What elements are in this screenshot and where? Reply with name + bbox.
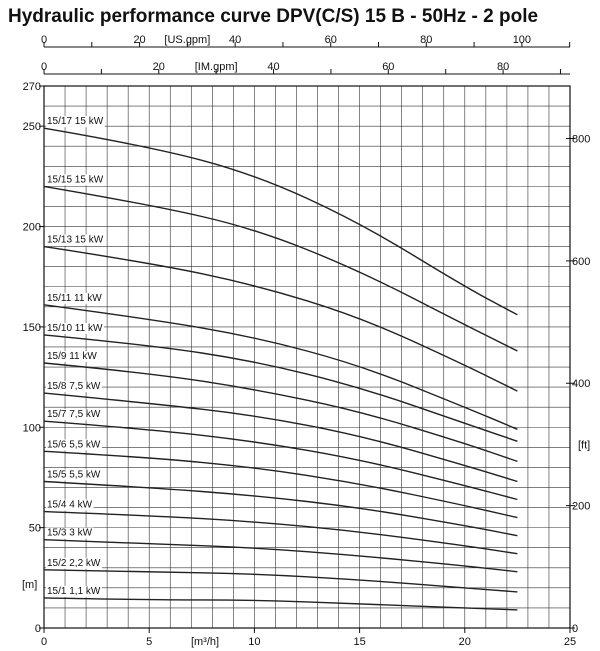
us-gpm-tick-label: 0 [40, 34, 48, 46]
series-label: 15/17 15 kW [47, 116, 104, 128]
series-label: 15/6 5,5 kW [47, 439, 101, 451]
series-label: 15/5 5,5 kW [47, 469, 101, 481]
im-gpm-tick-label: 40 [267, 61, 280, 73]
ft-tick-label: 600 [572, 255, 591, 268]
curve-15-10-11-kw [44, 335, 517, 441]
curve-15-3-3-kw [44, 540, 517, 572]
us-gpm-tick-label: 40 [229, 34, 242, 46]
x-axis-label: [m³/h] [190, 636, 220, 648]
series-label: 15/7 7,5 kW [47, 409, 101, 421]
y-tick-label: 250 [22, 121, 41, 134]
x-tick-label: 20 [458, 636, 471, 648]
im-gpm-tick-label: 0 [40, 61, 48, 73]
grid-lines [44, 86, 570, 628]
ft-tick-label: 400 [572, 378, 591, 391]
curve-15-15-15-kw [44, 186, 517, 351]
series-label: 15/3 3 kW [47, 527, 93, 539]
im-gpm-tick-label: 60 [382, 61, 395, 73]
chart-title: Hydraulic performance curve DPV(C/S) 15 B - 50Hz - 2 pole [8, 6, 539, 27]
im-gpm-tick-label: 80 [496, 61, 510, 73]
curve-15-2-2-2-kw [44, 570, 517, 592]
series-label: 15/15 15 kW [47, 174, 104, 186]
curve-15-13-15-kw [44, 247, 517, 392]
us-gpm-tick-label: 60 [324, 34, 337, 46]
curves [44, 116, 517, 610]
axis-ticks [39, 42, 575, 633]
x-tick-label: 10 [248, 636, 261, 648]
x-tick-label: 15 [353, 636, 366, 648]
ft-tick-label: 200 [572, 500, 591, 513]
us-gpm-tick-label: 20 [133, 34, 146, 46]
im-gpm-tick-label: 20 [152, 61, 165, 73]
series-label: 15/1 1,1 kW [47, 585, 101, 597]
y-top-label: 270 [22, 81, 41, 93]
series-label: 15/2 2,2 kW [47, 557, 101, 569]
y-tick-label: 200 [22, 221, 41, 234]
x-tick-label: 0 [40, 636, 48, 648]
us-gpm-tick-label: 80 [420, 34, 433, 46]
series-label: 15/8 7,5 kW [47, 381, 101, 393]
us-gpm-tick-label: 100 [512, 34, 532, 46]
series-label: 15/9 11 kW [47, 351, 97, 363]
us-gpm-axis-label: [US.gpm] [164, 34, 211, 46]
ft-tick-label: 800 [572, 133, 591, 146]
series-label: 15/11 11 kW [47, 292, 102, 304]
curve-15-4-4-kw [44, 512, 517, 554]
series-label: 15/13 15 kW [47, 234, 104, 246]
y-tick-label: 150 [22, 321, 41, 334]
series-label: 15/4 4 kW [47, 499, 93, 511]
im-gpm-axis-label: [IM.gpm] [194, 61, 238, 73]
plot-border [44, 86, 570, 628]
ft-tick-label: 0 [572, 623, 579, 635]
series-label: 15/10 11 kW [47, 322, 103, 334]
y-tick-label: 100 [22, 422, 41, 435]
y-axis-label: [m] [22, 578, 38, 591]
y-tick-label: 0 [34, 623, 41, 635]
ft-axis-label: [ft] [578, 439, 591, 452]
x-tick-label: 25 [563, 636, 577, 648]
y-tick-label: 50 [28, 522, 41, 535]
x-tick-label: 5 [146, 636, 153, 648]
